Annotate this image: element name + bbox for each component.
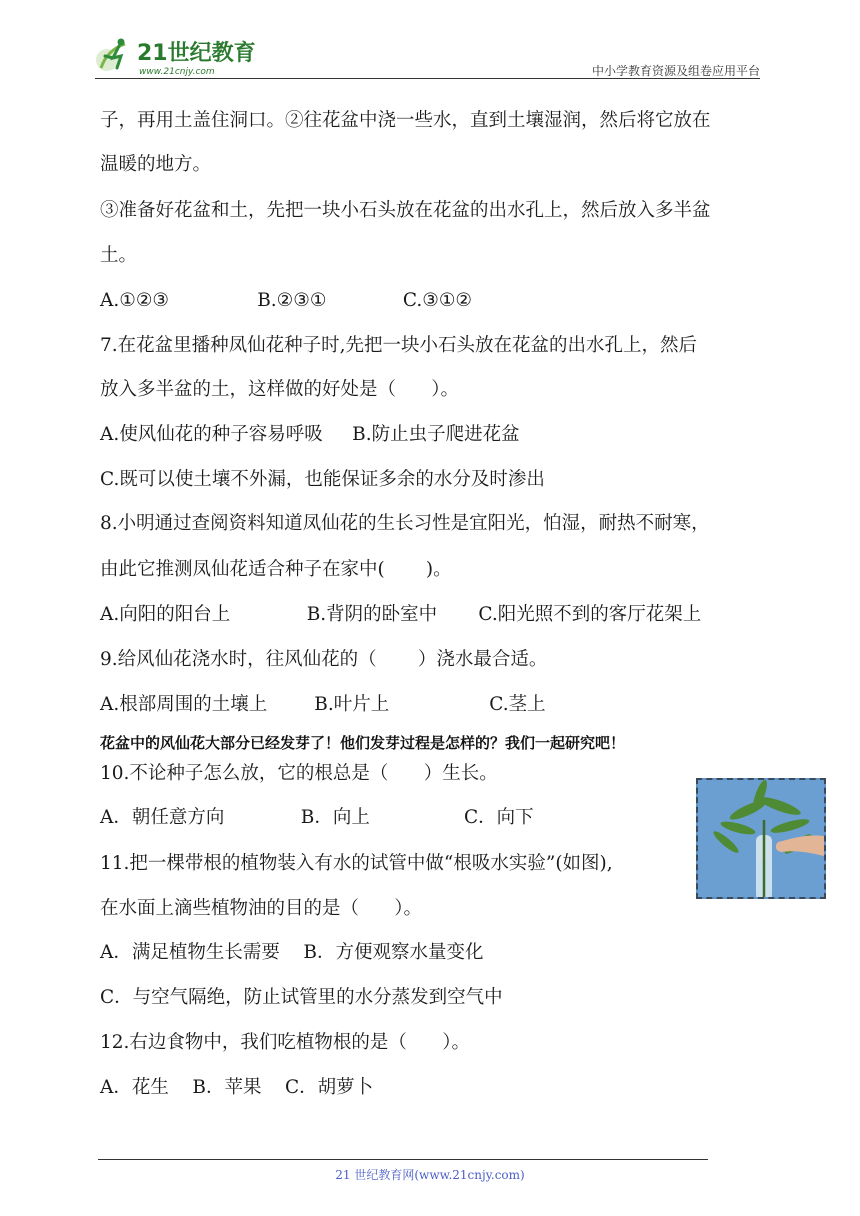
option-line: C．与空气隔绝，防止试管里的水分蒸发到空气中 [100,987,503,1008]
question-9: 9.给风仙花浇水时，往风仙花的（ ）浇水最合适。 [100,649,548,670]
option-line: A.向阳的阳台上 B.背阴的卧室中 C.阳光照不到的客厅花架上 [100,604,702,625]
question-11: 11.把一棵带根的植物装入有水的试管中做“根吸水实验”(如图), [100,853,613,874]
section-note: 花盆中的风仙花大部分已经发芽了！他们发芽过程是怎样的？我们一起研究吧！ [100,734,626,752]
text-line: 在水面上滴些植物油的目的是（ ）。 [100,898,423,919]
option-line: A．满足植物生长需要 B．方便观察水量变化 [100,942,484,963]
text-line: 放入多半盆的土，这样做的好处是（ ）。 [100,379,460,400]
page-header [95,30,760,80]
plant-in-test-tube-photo [696,778,826,899]
footer-divider [98,1159,708,1160]
question-12: 12.右边食物中，我们吃植物根的是（ ）。 [100,1032,470,1053]
option-line: A．花生 B．苹果 C．胡萝卜 [100,1077,374,1098]
text-line: 土。 [100,245,138,266]
question-8: 8.小明通过查阅资料知道凤仙花的生长习性是宜阳光，怕湿，耐热不耐寒， [100,513,710,534]
option-line: A.①②③ B.②③① C.③①② [100,290,473,311]
question-7: 7.在花盆里播种凤仙花种子时,先把一块小石头放在花盆的出水孔上，然后 [100,335,698,356]
option-line: A.根部周围的土壤上 B.叶片上 C.茎上 [100,694,546,715]
text-line: ③准备好花盆和土，先把一块小石头放在花盆的出水孔上，然后放入多半盆 [100,200,711,221]
text-line: 由此它推测凤仙花适合种子在家中( )。 [100,559,452,580]
option-line: A.使风仙花的种子容易呼吸 B.防止虫子爬进花盆 [100,424,520,445]
21cnjy-logo [95,34,265,76]
svg-text:21世纪教育: 21世纪教育 [137,41,256,66]
option-line: C.既可以使土壤不外漏，也能保证多余的水分及时渗出 [100,469,545,490]
page-footer: 21 世纪教育网(www.21cnjy.com) [335,1168,525,1182]
question-10: 10.不论种子怎么放，它的根总是（ ）生长。 [100,763,498,784]
text-line: 温暖的地方。 [100,154,212,175]
option-line: A．朝任意方向 B．向上 C．向下 [100,807,534,828]
text-line: 子，再用土盖住洞口。②往花盆中浇一些水，直到土壤湿润，然后将它放在 [100,110,711,131]
platform-name: 中小学教育资源及组卷应用平台 [591,64,760,78]
svg-text:www.21cnjy.com: www.21cnjy.com [139,67,215,76]
header-divider [95,78,760,79]
